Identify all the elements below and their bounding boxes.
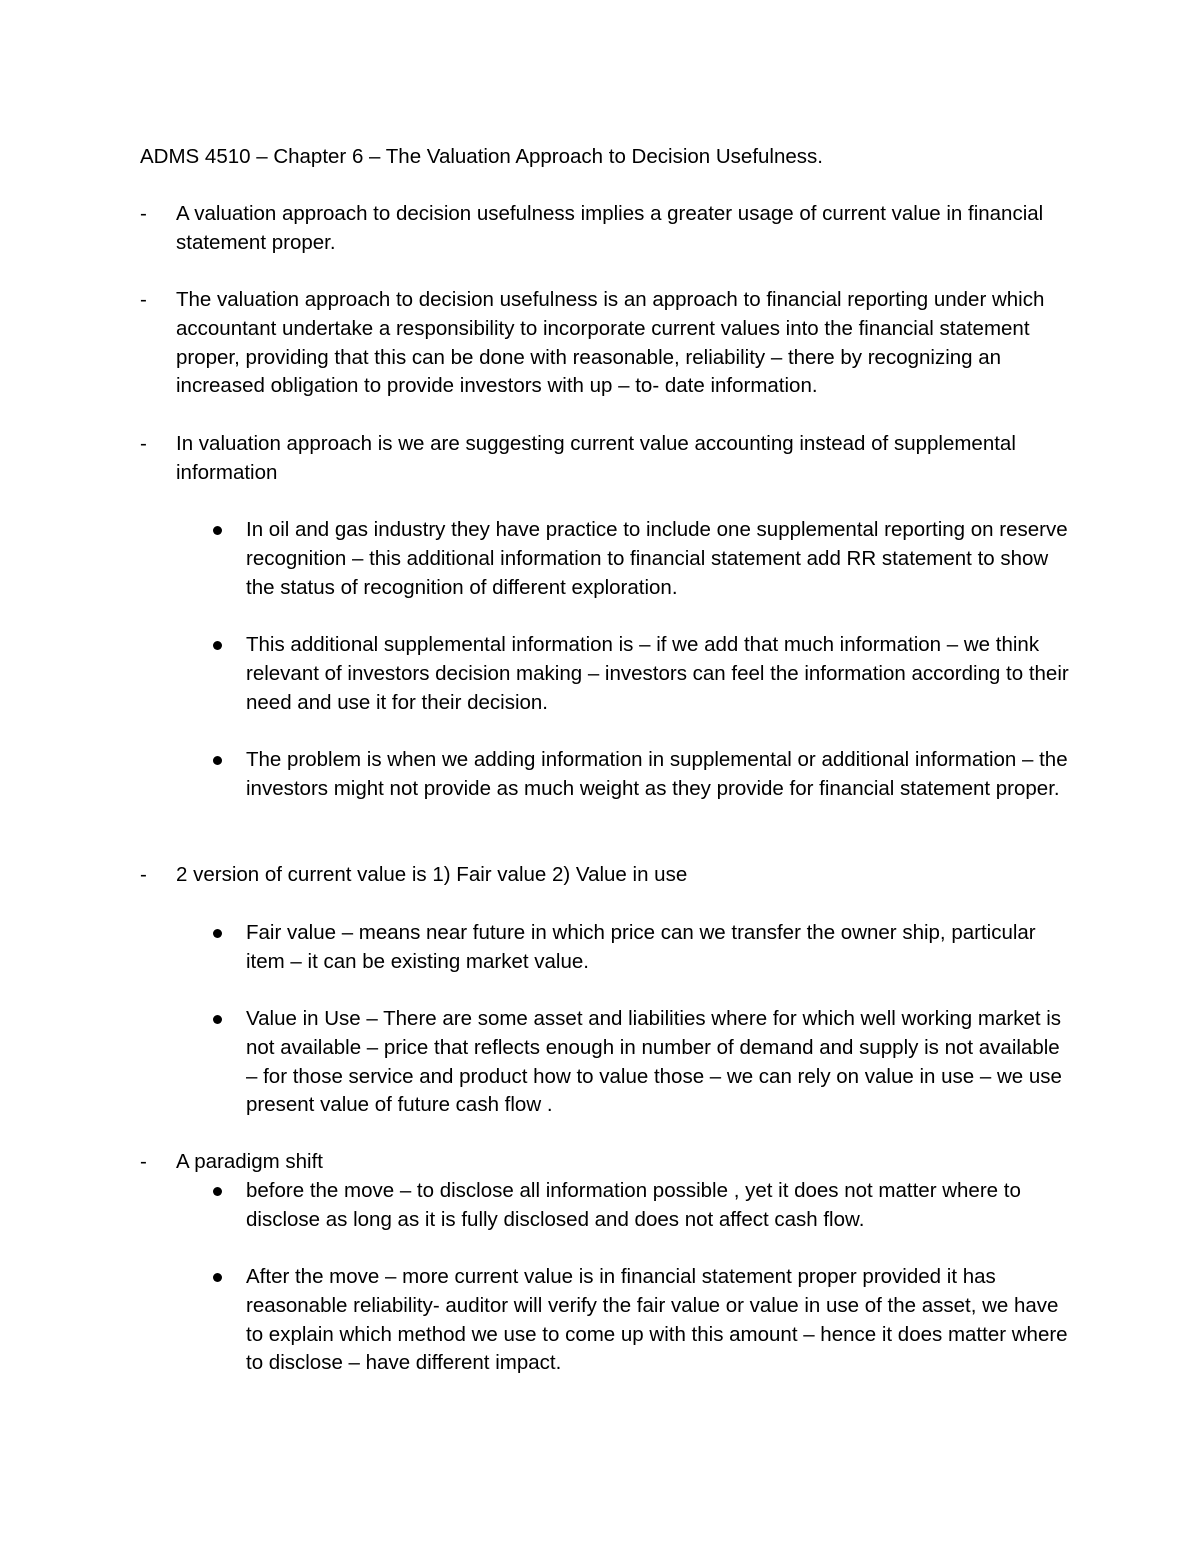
list-item-text: This additional supplemental information is – if we add that much information – we think relevant of investors decision making – investors can feel the information according to their need and use it for their decision. — [246, 633, 1069, 714]
list-item-text: Value in Use – There are some asset and liabilities where for which well working market is not available – price that reflects enough in number of demand and supply is not available – for those service and product how to value those – we can rely on value in use – we use present value of future cash flow . — [246, 1007, 1062, 1117]
bullet-marker — [213, 756, 222, 765]
list-item-text: After the move – more current value is in financial statement proper provided it has reasonable reliability- auditor will verify the fair value or value in use of the asset, we have to explain which method we use to come up with this amount – hence it does matter where to disclose – have different impact. — [246, 1265, 1068, 1375]
list-item-dash — [140, 1148, 1076, 1177]
bullet-marker — [213, 526, 222, 535]
list-item-bullet — [210, 516, 1076, 602]
bullet-marker — [213, 929, 222, 938]
list-item-dash — [140, 430, 1076, 488]
list-item-text: The valuation approach to decision usefulness is an approach to financial reporting under which accountant undertake a responsibility to incorporate current values into the financial statement proper, providing that this can be done with reasonable, reliability – there by recognizing an increased obligation to provide investors with up – to- date information. — [176, 288, 1045, 398]
document-title: ADMS 4510 – Chapter 6 – The Valuation Approach to Decision Usefulness. — [140, 145, 823, 168]
dash-marker: - — [140, 202, 147, 225]
list-item-text: In oil and gas industry they have practice to include one supplemental reporting on reserve recognition – this additional information to financial statement add RR statement to show the status of recognition of different exploration. — [246, 518, 1068, 599]
dash-marker: - — [140, 1150, 147, 1173]
list-item-text: before the move – to disclose all information possible , yet it does not matter where to disclose as long as it is fully disclosed and does not affect cash flow. — [246, 1179, 1021, 1231]
list-item-text: Fair value – means near future in which price can we transfer the owner ship, particular item – it can be existing market value. — [246, 921, 1036, 973]
bullet-marker — [213, 1273, 222, 1282]
list-item-bullet — [210, 1005, 1076, 1120]
dash-marker: - — [140, 288, 147, 311]
list-item-bullet — [210, 746, 1076, 804]
dash-marker: - — [140, 432, 147, 455]
bullet-marker — [213, 641, 222, 650]
dash-marker: - — [140, 863, 147, 886]
list-item-text: A valuation approach to decision usefulness implies a greater usage of current value in financial statement proper. — [176, 202, 1044, 254]
list-item-text: 2 version of current value is 1) Fair value 2) Value in use — [176, 863, 688, 886]
list-item-bullet — [210, 631, 1076, 717]
bullet-marker — [213, 1187, 222, 1196]
list-item-bullet — [210, 1263, 1076, 1378]
list-item-dash — [140, 200, 1076, 258]
list-item-dash — [140, 861, 1076, 890]
list-item-text: In valuation approach is we are suggesting current value accounting instead of supplemental information — [176, 432, 1016, 484]
list-item-bullet — [210, 919, 1076, 977]
list-item-text: The problem is when we adding information in supplemental or additional information – the investors might not provide as much weight as they provide for financial statement proper. — [246, 748, 1068, 800]
list-item-text: A paradigm shift — [176, 1150, 323, 1173]
list-item-dash — [140, 286, 1076, 401]
list-item-bullet — [210, 1177, 1076, 1235]
bullet-marker — [213, 1015, 222, 1024]
